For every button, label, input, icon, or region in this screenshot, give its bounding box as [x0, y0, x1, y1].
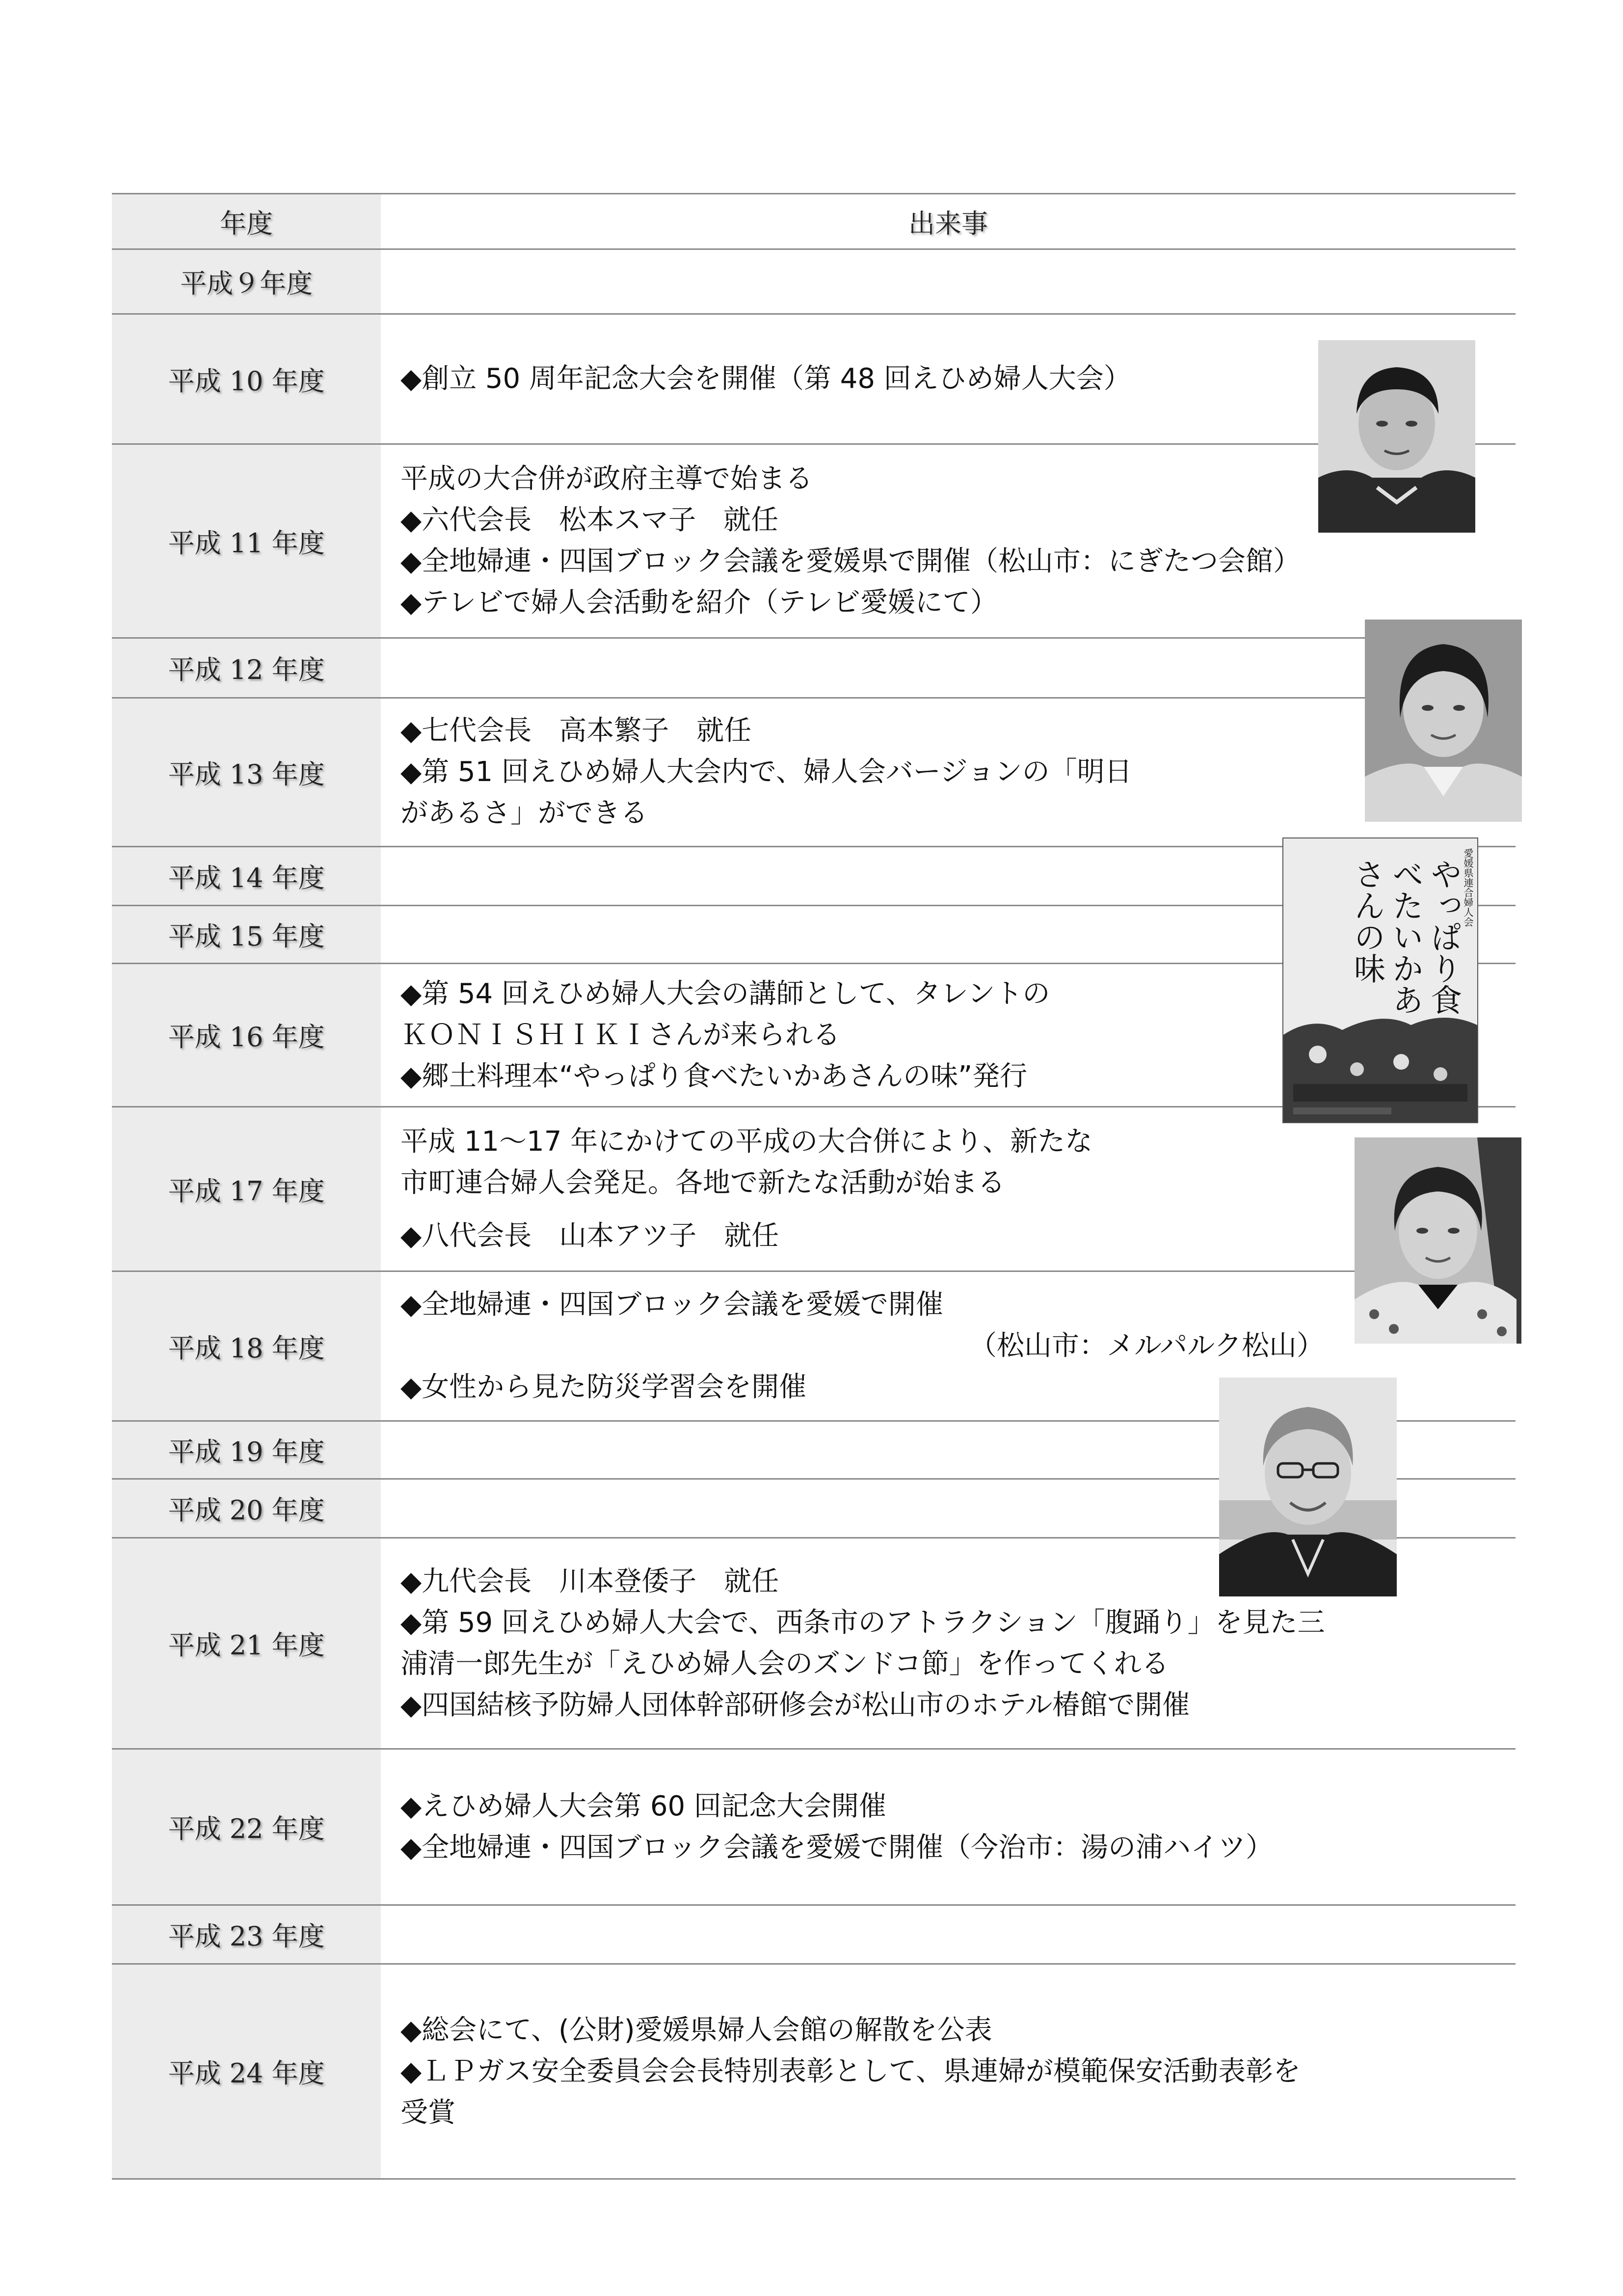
year-cell: 平成 10 年度 — [112, 314, 381, 444]
year-cell: 平成 15 年度 — [112, 906, 381, 964]
table-row — [112, 1964, 1516, 2179]
cookbook-title: やっぱり食べたいかあさんの味 — [1349, 858, 1462, 1015]
event-line: ◆総会にて、(公財)愛媛県婦人会館の解散を公表 — [400, 2014, 992, 2046]
header-events: 出来事 — [381, 194, 1516, 249]
event-cell — [381, 1964, 1516, 2179]
year-cell: 平成 20 年度 — [112, 1479, 381, 1538]
event-line: ＫＯＮＩＳＨＩＫＩさんが来られる — [400, 1019, 840, 1051]
year-cell: 平成 22 年度 — [112, 1749, 381, 1905]
table-row — [112, 444, 1516, 638]
portrait-photo-yamamoto — [1355, 1137, 1521, 1344]
header-year: 年度 — [112, 194, 381, 249]
year-cell: 平成 17 年度 — [112, 1107, 381, 1271]
event-line: 浦清一郎先生が「えひめ婦人会のズンドコ節」を作ってくれる — [400, 1648, 1169, 1680]
event-line: ◆九代会長 川本登倭子 就任 — [400, 1565, 779, 1597]
table-row — [112, 249, 1516, 314]
event-line: ◆八代会長 山本アツ子 就任 — [400, 1220, 779, 1252]
event-line: ◆全地婦連・四国ブロック会議を愛媛県で開催（松山市：にぎたつ会館） — [400, 545, 1301, 577]
year-cell: 平成 18 年度 — [112, 1271, 381, 1421]
cookbook-cover — [1282, 837, 1478, 1123]
portrait-photo-kawamoto — [1219, 1378, 1397, 1596]
event-cell — [381, 1905, 1516, 1964]
event-line: ◆第 51 回えひめ婦人大会内で、婦人会バージョンの「明日 — [400, 756, 1132, 788]
year-cell: 平成 11 年度 — [112, 444, 381, 638]
event-line: ◆女性から見た防災学習会を開催 — [400, 1371, 807, 1403]
year-cell: 平成 12 年度 — [112, 638, 381, 698]
table-row — [112, 314, 1516, 444]
event-line: ◆七代会長 高本繁子 就任 — [400, 715, 752, 747]
event-line: ◆郷土料理本“やっぱり食べたいかあさんの味”発行 — [400, 1060, 1028, 1092]
table-header-row — [112, 194, 1516, 249]
event-line: ◆六代会長 松本スマ子 就任 — [400, 504, 778, 536]
event-line: 市町連合婦人会発足。各地で新たな活動が始まる — [400, 1167, 1005, 1199]
year-cell: 平成９年度 — [112, 249, 381, 314]
event-line: ◆全地婦連・四国ブロック会議を愛媛で開催 — [400, 1289, 943, 1321]
event-line: ◆第 54 回えひめ婦人大会の講師として、タレントの — [400, 977, 1050, 1010]
table-row — [112, 1749, 1516, 1905]
event-line: ◆えひめ婦人大会第 60 回記念大会開催 — [400, 1790, 886, 1822]
table-row — [112, 638, 1516, 698]
event-line: があるさ」ができる — [400, 797, 648, 829]
history-table — [112, 193, 1516, 2180]
year-cell: 平成 19 年度 — [112, 1421, 381, 1479]
event-line: （松山市：メルパルク松山） — [969, 1330, 1324, 1362]
event-line: ◆ＬＰガス安全委員会会長特別表彰として、県連婦が模範保安活動表彰を — [400, 2055, 1301, 2087]
table-row — [112, 1107, 1516, 1271]
event-cell — [381, 1749, 1516, 1905]
year-cell: 平成 14 年度 — [112, 847, 381, 906]
event-line: ◆創立 50 周年記念大会を開催（第 48 回えひめ婦人大会） — [400, 363, 1131, 395]
cookbook-publisher: 愛媛県連合婦人会 — [1462, 848, 1474, 927]
event-line: ◆第 59 回えひめ婦人大会で、西条市のアトラクション「腹踊り」を見た三 — [400, 1606, 1325, 1639]
year-cell: 平成 24 年度 — [112, 1964, 381, 2179]
event-line: 平成 11～17 年にかけての平成の大合併により、新たな — [400, 1126, 1093, 1158]
event-line: ◆テレビで婦人会活動を紹介（テレビ愛媛にて） — [400, 587, 998, 619]
year-cell: 平成 13 年度 — [112, 698, 381, 847]
portrait-photo-takamoto — [1365, 620, 1522, 822]
event-cell — [381, 638, 1516, 698]
portrait-photo-matsumoto — [1318, 340, 1475, 533]
event-line: 平成の大合併が政府主導で始まる — [400, 463, 813, 495]
event-cell — [381, 698, 1516, 847]
year-cell: 平成 23 年度 — [112, 1905, 381, 1964]
table-row — [112, 1905, 1516, 1964]
event-line: ◆全地婦連・四国ブロック会議を愛媛で開催（今治市：湯の浦ハイツ） — [400, 1831, 1273, 1864]
year-cell: 平成 21 年度 — [112, 1538, 381, 1749]
table-row — [112, 698, 1516, 847]
event-line: 受賞 — [400, 2096, 455, 2129]
event-line: ◆四国結核予防婦人団体幹部研修会が松山市のホテル椿館で開催 — [400, 1689, 1190, 1721]
event-cell — [381, 1107, 1516, 1271]
event-cell — [381, 249, 1516, 314]
year-cell: 平成 16 年度 — [112, 964, 381, 1107]
